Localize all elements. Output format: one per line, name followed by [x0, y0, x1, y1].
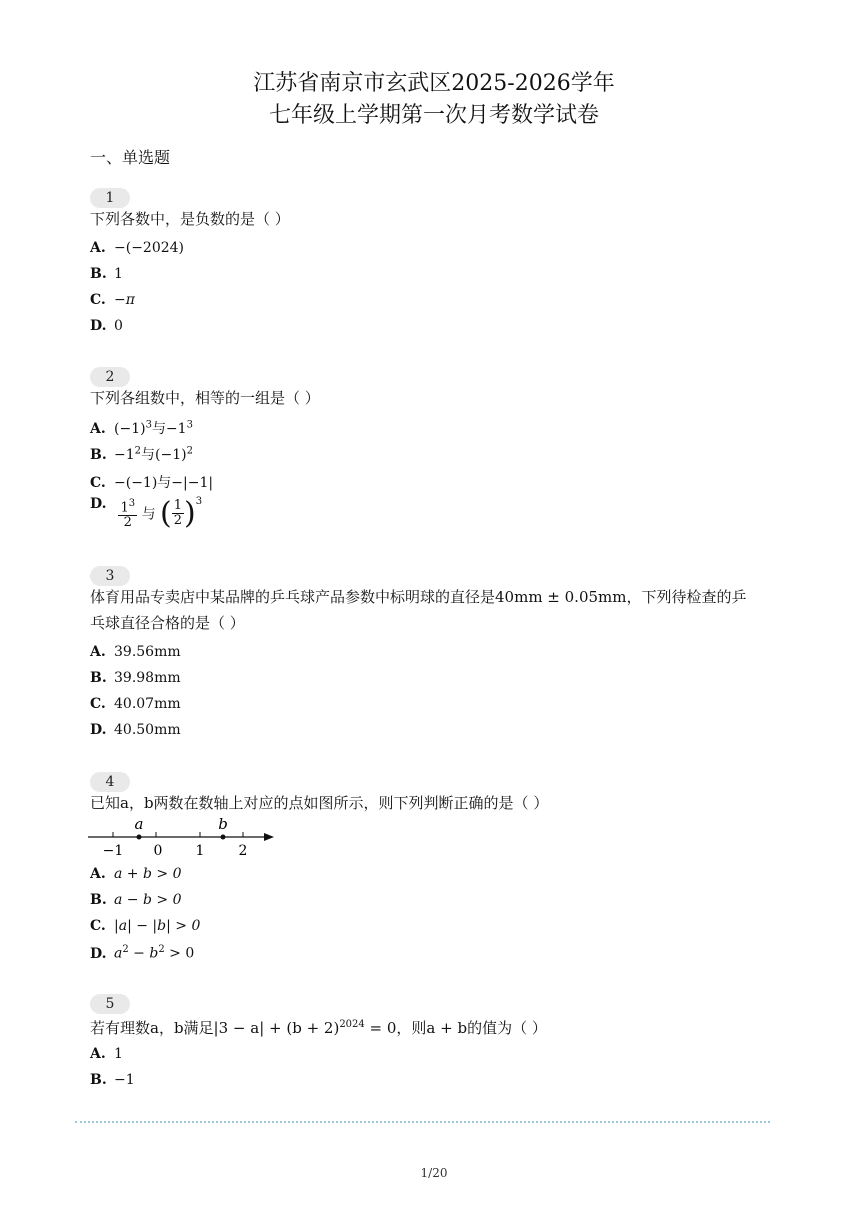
- page-title: 江苏省南京市玄武区2025-2026学年: [253, 71, 615, 96]
- option-a: A. a + b > 0: [90, 866, 182, 882]
- option-d: D. $\frac{1^3}{2}$ 与 ( $\frac{1}{2}$ )$^3$: [90, 496, 203, 531]
- option-b: B. 1: [90, 266, 123, 282]
- point-a-label: a: [134, 815, 144, 833]
- question-stem: 下列各组数中，相等的一组是（ ）: [90, 389, 320, 407]
- option-a: A. 39.56mm: [90, 644, 181, 660]
- option-c: C. −(−1)与−|−1|: [90, 475, 214, 491]
- option-b: B. 39.98mm: [90, 670, 181, 686]
- option-b: B. −1: [90, 1072, 135, 1088]
- option-d: D. 0: [90, 318, 123, 334]
- option-a: A. $(-1)^3$与$-1^3$: [90, 419, 193, 437]
- question-stem: 体育用品专卖店中某品牌的乒乓球产品参数中标明球的直径是40mm ± 0.05mm，下列待检查的乒乓球直径合格的是（ ）: [90, 588, 747, 632]
- option-b: B. a − b > 0: [90, 892, 182, 908]
- question-number-badge: 1: [90, 188, 130, 208]
- question-number-badge: 3: [90, 566, 130, 586]
- number-line: [86, 814, 286, 860]
- option-a: A. −(−2024): [90, 240, 185, 256]
- page-subtitle: 七年级上学期第一次月考数学试卷: [268, 103, 599, 128]
- point-b: [221, 835, 226, 840]
- section-heading: 一、单选题: [90, 148, 171, 167]
- option-d: D. $a^2 - b^2 > 0$: [90, 944, 195, 962]
- point-b-label: b: [218, 815, 228, 833]
- option-c: C. 40.07mm: [90, 696, 181, 712]
- question-number-badge: 2: [90, 367, 130, 387]
- option-c: C. −π: [90, 292, 135, 308]
- option-a: A. 1: [90, 1046, 123, 1062]
- tick-label: 0: [153, 843, 163, 859]
- footer-divider: [75, 1121, 770, 1123]
- page-number: 1/20: [420, 1166, 448, 1180]
- fraction: $\frac{1}{2}$: [173, 498, 183, 528]
- question-stem: 已知a，b两数在数轴上对应的点如图所示，则下列判断正确的是（ ）: [90, 794, 549, 812]
- question-number-badge: 4: [90, 772, 130, 792]
- tick-label: 2: [238, 843, 248, 859]
- option-c: C. |a| − |b| > 0: [90, 918, 201, 934]
- point-a: [137, 835, 142, 840]
- question-stem: 若有理数a，b满足$|3 - a| + (b + 2)^{2024} = 0$，则a + b的值为（ ）: [90, 1019, 547, 1037]
- option-b: B. $-1^2$与$(-1)^2$: [90, 445, 193, 463]
- tick-label: −1: [102, 843, 124, 859]
- tick-label: 1: [195, 843, 205, 859]
- fraction: $\frac{1^3}{2}$: [120, 497, 136, 531]
- question-number-badge: 5: [90, 994, 130, 1014]
- question-stem: 下列各数中，是负数的是（ ）: [90, 210, 290, 228]
- option-d: D. 40.50mm: [90, 722, 181, 738]
